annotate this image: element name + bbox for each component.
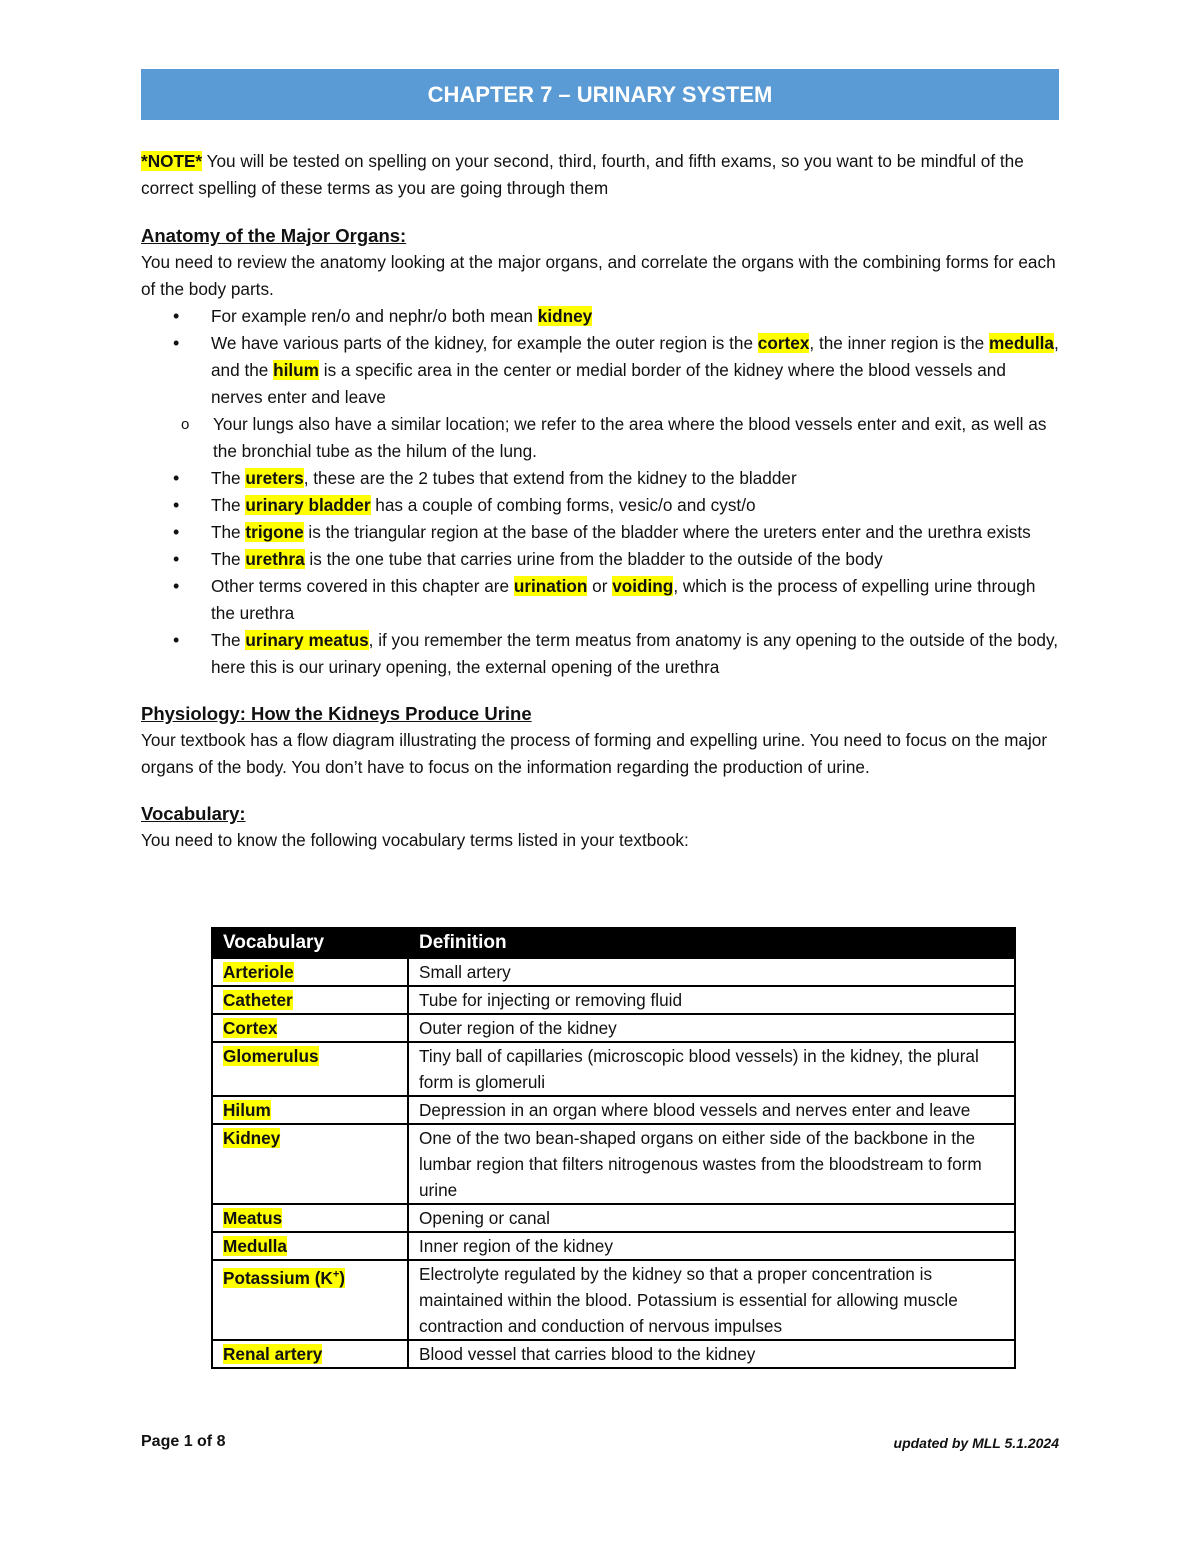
vocab-term: Catheter [223, 990, 293, 1010]
vocab-term: Glomerulus [223, 1046, 319, 1066]
vocab-definition: Inner region of the kidney [408, 1232, 1015, 1260]
vocab-definition: Small artery [408, 958, 1015, 986]
list-item: • We have various parts of the kidney, for example the outer region is the cortex, the inner region is the medulla, and the hilum is a specific area in the center or medial border of the kidney where the blood vessels and nerves enter and leave o Your lungs also have a similar location; we refer to the area where the blood vessels enter and exit, as well as the bronchial tube as the hilum of the lung. [141, 330, 1059, 465]
chapter-title: CHAPTER 7 – URINARY SYSTEM [141, 69, 1059, 120]
note-tag: *NOTE* [141, 151, 203, 171]
vocab-term: Hilum [223, 1100, 271, 1120]
list-item: • The ureters, these are the 2 tubes that extend from the kidney to the bladder [141, 465, 1059, 492]
vocabulary-table [211, 927, 1016, 1369]
anatomy-list [141, 303, 1059, 681]
column-header-definition: Definition [408, 928, 1015, 958]
table-row [212, 1340, 1015, 1368]
anatomy-heading: Anatomy of the Major Organs: [141, 225, 407, 246]
list-item: • The urethra is the one tube that carries urine from the bladder to the outside of the body [141, 546, 1059, 573]
table-row [212, 1260, 1015, 1340]
sub-list-item: o Your lungs also have a similar location; we refer to the area where the blood vessels enter and exit, as well as the bronchial tube as the hilum of the lung. [141, 411, 1059, 465]
table-row [212, 958, 1015, 986]
vocab-term: Medulla [223, 1236, 287, 1256]
physiology-heading: Physiology: How the Kidneys Produce Urine [141, 703, 532, 724]
vocab-definition: Electrolyte regulated by the kidney so that a proper concentration is maintained within the blood. Potassium is essential for allowing muscle contraction and conduction of nervous impulses [408, 1260, 1015, 1340]
sub-list [141, 411, 1059, 465]
vocab-definition: Tiny ball of capillaries (microscopic blood vessels) in the kidney, the plural form is glomeruli [408, 1042, 1015, 1096]
list-item: • The urinary meatus, if you remember the term meatus from anatomy is any opening to the outside of the body, here this is our urinary opening, the external opening of the urethra [141, 627, 1059, 681]
vocab-definition: Opening or canal [408, 1204, 1015, 1232]
table-row [212, 1204, 1015, 1232]
list-item: • For example ren/o and nephr/o both mean kidney [141, 303, 1059, 330]
list-item: • Other terms covered in this chapter are urination or voiding, which is the process of expelling urine through the urethra [141, 573, 1059, 627]
updated-note: updated by MLL 5.1.2024 [893, 1435, 1059, 1451]
vocab-term: Potassium (K+) [223, 1267, 346, 1288]
vocab-definition: Tube for injecting or removing fluid [408, 986, 1015, 1014]
vocab-definition: Blood vessel that carries blood to the kidney [408, 1340, 1015, 1368]
list-item: • The trigone is the triangular region at the base of the bladder where the ureters enter and the urethra exists [141, 519, 1059, 546]
table-row [212, 1096, 1015, 1124]
vocab-definition: Outer region of the kidney [408, 1014, 1015, 1042]
vocab-definition: One of the two bean-shaped organs on either side of the backbone in the lumbar region that filters nitrogenous wastes from the bloodstream to form urine [408, 1124, 1015, 1204]
note-paragraph: *NOTE* You will be tested on spelling on your second, third, fourth, and fifth exams, so you want to be mindful of the correct spelling of these terms as you are going through them [141, 151, 1024, 198]
column-header-vocabulary: Vocabulary [212, 928, 408, 958]
list-item: • The urinary bladder has a couple of combing forms, vesic/o and cyst/o [141, 492, 1059, 519]
vocabulary-heading: Vocabulary: [141, 803, 246, 824]
vocab-term: Arteriole [223, 962, 294, 982]
physiology-text: Your textbook has a flow diagram illustrating the process of forming and expelling urine. You need to focus on the major organs of the body. You don’t have to focus on the information regarding the production of urine. [141, 730, 1048, 777]
vocab-definition: Depression in an organ where blood vessels and nerves enter and leave [408, 1096, 1015, 1124]
table-row [212, 986, 1015, 1014]
vocab-term: Kidney [223, 1128, 281, 1148]
table-row [212, 1124, 1015, 1204]
vocab-term: Renal artery [223, 1344, 323, 1364]
table-row [212, 1042, 1015, 1096]
page-number: Page 1 of 8 [141, 1433, 226, 1450]
vocabulary-intro: You need to know the following vocabulary terms listed in your textbook: [141, 830, 689, 850]
table-row [212, 1014, 1015, 1042]
anatomy-intro: You need to review the anatomy looking at the major organs, and correlate the organs with the combining forms for each of the body parts. [141, 252, 1056, 299]
table-row [212, 1232, 1015, 1260]
vocab-term: Meatus [223, 1208, 283, 1228]
document-body [141, 148, 1059, 854]
vocab-term: Cortex [223, 1018, 278, 1038]
table-header-row [212, 928, 1015, 958]
